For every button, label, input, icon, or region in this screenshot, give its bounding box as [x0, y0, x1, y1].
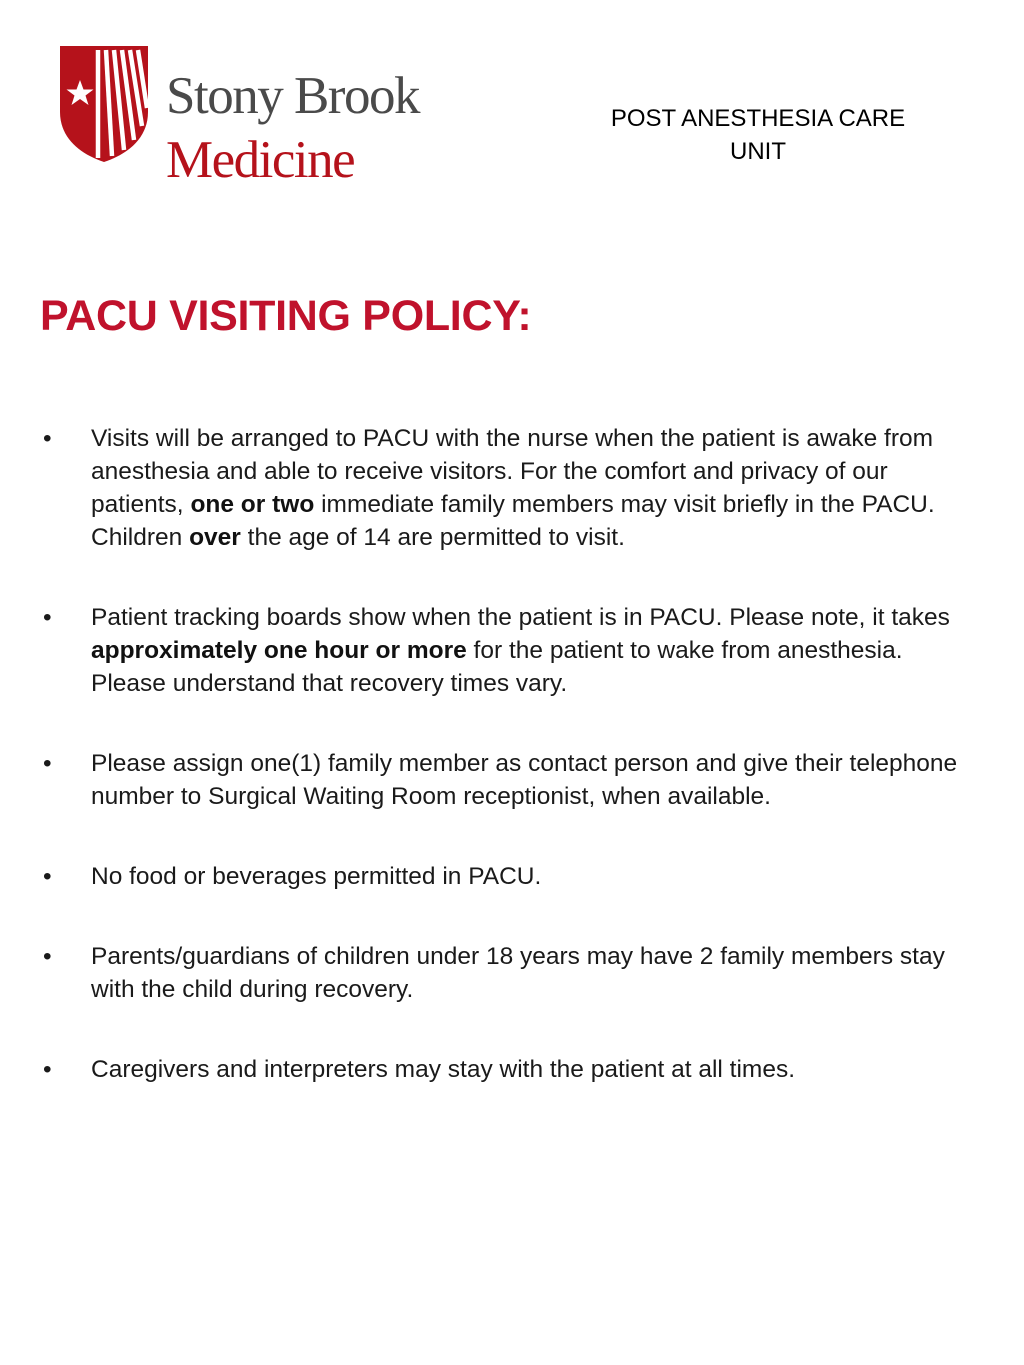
bullet: •: [43, 750, 52, 777]
policy-text: for the patient to wake from anesthesia. Please understand that recovery times vary.: [91, 637, 903, 697]
policy-heading: PACU VISITING POLICY:: [40, 292, 532, 340]
policy-text: immediate family members may visit briefly in the PACU. Children: [91, 491, 935, 551]
policy-text: No food or beverages permitted in PACU.: [91, 863, 542, 890]
shield-star-icon: [58, 42, 154, 164]
unit-title-line1: POST ANESTHESIA CARE: [610, 105, 906, 132]
unit-title-line2: UNIT: [730, 138, 786, 165]
logo-text-stony-brook: Stony Brook: [166, 67, 419, 125]
bullet: •: [43, 943, 52, 970]
policy-list: [40, 422, 984, 1133]
policy-text: Visits will be arranged to PACU with the nurse when the patient is awake from anesthesia and able to receive visitors. For the comfort and privacy of our patients,: [91, 425, 934, 518]
policy-text: Patient tracking boards show when the patient is in PACU. Please note, it takes: [91, 604, 950, 631]
policy-item-caregivers: [40, 1053, 984, 1086]
policy-item-no-food: [40, 860, 984, 893]
emphasis-one-or-two: one or two: [190, 491, 315, 518]
policy-item-parents-guardians: [40, 940, 984, 1006]
emphasis-over: over: [189, 524, 241, 551]
unit-title: [570, 102, 946, 168]
policy-text: the age of 14 are permitted to visit.: [240, 524, 625, 551]
policy-text: Caregivers and interpreters may stay with the patient at all times.: [91, 1056, 796, 1083]
policy-item-contact-person: [40, 747, 984, 813]
stony-brook-medicine-logo: [58, 42, 458, 187]
bullet: •: [43, 425, 52, 452]
logo-text-medicine: Medicine: [166, 131, 355, 189]
policy-text: Parents/guardians of children under 18 years may have 2 family members stay with the child during recovery.: [91, 943, 945, 1003]
bullet: •: [43, 1056, 52, 1083]
policy-text: Please assign one(1) family member as contact person and give their telephone number to Surgical Waiting Room receptionist, when available.: [91, 750, 958, 810]
policy-item-visits: [40, 422, 984, 554]
policy-item-tracking-boards: [40, 601, 984, 700]
bullet: •: [43, 863, 52, 890]
emphasis-approximately-one-hour: approximately one hour or more: [91, 637, 467, 664]
bullet: •: [43, 604, 52, 631]
